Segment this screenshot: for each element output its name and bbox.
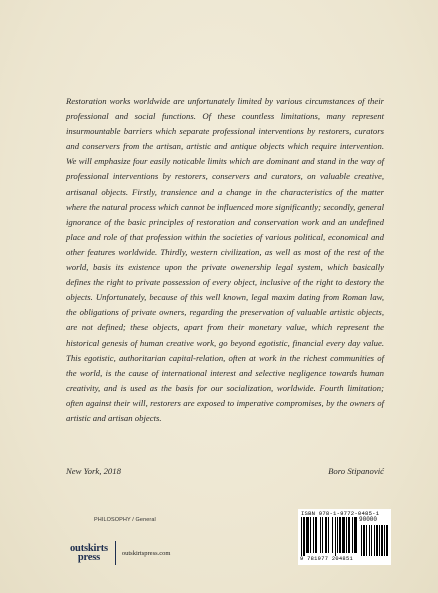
publisher-divider: [115, 541, 116, 565]
signature-line: [66, 466, 384, 476]
barcode-icon: [300, 517, 390, 557]
publisher-block: [70, 540, 170, 566]
isbn-label: ISBN 978-1-9772-0485-1: [301, 510, 380, 517]
price-code: 90000: [359, 516, 378, 523]
publisher-logo: [70, 544, 108, 563]
publisher-website: outskirtspress.com: [121, 549, 171, 557]
barcode-block: [298, 509, 391, 565]
blurb-text: Restoration works worldwide are unfortunately limited by various circumstances of their professional and social functions. Of these countless limitations, many represent insurmountable barriers which separate professional interventions by restorers, curators and conservers from the artisan, artistic and antique objects which require intervention. We will emphasize four easily noticable limits which are dominant and stand in the way of professional interventions by restorers, conservers and curators, on valuable creative, artisanal objects. Firstly, transience and a change in the characteristics of the matter where the natural process which cannot be influenced more significantly; secondly, general ignorance of the basic principles of restoration and conservation work and an undefined place and role of that profession within the societies of various political, economical and other features worldwide. Thirdly, western civilization, as well as most of the rest of the world, basis its existence upon the private owenership legal system, which basically defines the right to private possession of every object, inclusive of the right to destory the objects. Unfortunately, because of this well known, legal maxim dating from Roman law, the obligations of private owners, regarding the preservation of valuable artistic objects, are not defined; these objects, apart from their monetary value, which represent the historical genesis of human creative work, go beyond egotistic, financial every day value. This egotistic, authoritarian capital-relation, often at work in the richest communities of the world, is the cause of international interest and selective negligence towards human creativity, and is used as the basis for our socialization, worldwide. Fourth limitation; often against their will, restorers are exposed to imperative compromises, by the owners of artistic and artisan objects.: [66, 96, 384, 423]
bisac-category: PHILOSOPHY / General: [94, 517, 156, 523]
place-date: New York, 2018: [66, 466, 121, 476]
author-name: Boro Stipanović: [328, 466, 384, 476]
logo-line2: press: [77, 552, 101, 563]
logo-line1: outskirts: [70, 542, 108, 554]
ean-number: 9 781977 204851: [300, 556, 354, 562]
